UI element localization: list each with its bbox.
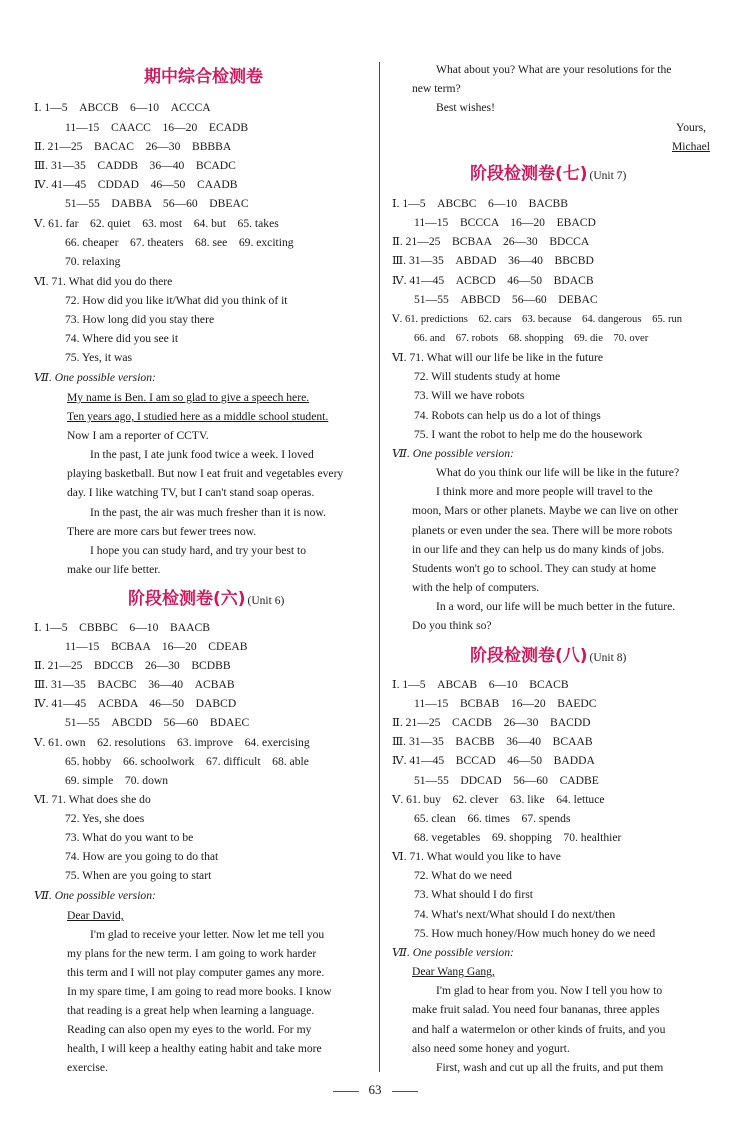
section-title: 阶段检测卷(六) (128, 589, 246, 609)
answer-line: 73. Will we have robots (414, 389, 525, 402)
answer-line: Ⅶ. One possible version: (392, 447, 514, 460)
answer-line: 75. How much honey/How much honey do we need (414, 927, 656, 940)
section-title: 阶段检测卷(八) (470, 646, 588, 666)
answer-line: I'm glad to receive your letter. Now let me tell you (90, 928, 325, 941)
section-title: 期中综合检测卷 (144, 67, 263, 87)
answer-line: make our life better. (67, 563, 161, 576)
answer-line: Reading can also open my eyes to the world. For my (67, 1023, 312, 1036)
answer-line: also need some honey and yogurt. (412, 1042, 570, 1055)
answer-line: that reading is a great help when learning a language. (67, 1004, 315, 1017)
answer-line: Dear David, (67, 909, 124, 922)
answer-line: moon, Mars or other planets. Maybe we can live on other (412, 504, 678, 517)
answer-line: In the past, the air was much fresher than it is now. (90, 506, 326, 519)
answer-line: new term? (412, 82, 461, 95)
answer-line: Students won't go to school. They can study at home (412, 562, 657, 575)
answer-line: 51—55 ABBCD 56—60 DEBAC (414, 293, 598, 306)
column-divider (379, 62, 380, 1072)
answer-line: 66. and 67. robots 68. shopping 69. die 70. over (414, 333, 649, 344)
answer-line: 65. clean 66. times 67. spends (414, 812, 571, 825)
answer-line: Do you think so? (412, 619, 492, 632)
answer-line: Ⅲ. 31—35 BACBB 36—40 BCAAB (392, 735, 593, 748)
answer-line: 68. vegetables 69. shopping 70. healthier (414, 831, 622, 844)
answer-line: 70. relaxing (65, 255, 121, 268)
answer-line: Ⅵ. 71. What does she do (34, 793, 151, 806)
answer-line: 74. Robots can help us do a lot of things (414, 409, 601, 422)
page-number-text: 63 (368, 1082, 382, 1097)
answer-line: Yours, (676, 121, 707, 134)
answer-line: 65. hobby 66. schoolwork 67. difficult 68. able (65, 755, 309, 768)
answer-line: Ⅵ. 71. What did you do there (34, 275, 173, 288)
answer-line: Ⅱ. 21—25 CACDB 26—30 BACDD (392, 716, 591, 729)
answer-line: 51—55 ABCDD 56—60 BDAEC (65, 716, 250, 729)
answer-line: in our life and they can help us do many kinds of jobs. (412, 543, 665, 556)
answer-line: What about you? What are your resolutions for the (436, 63, 672, 76)
answer-line: 66. cheaper 67. theaters 68. see 69. exciting (65, 236, 294, 249)
answer-line: Dear Wang Gang, (412, 965, 495, 978)
answer-line: 74. What's next/What should I do next/then (414, 908, 616, 921)
answer-line: Ⅱ. 21—25 BDCCB 26—30 BCDBB (34, 659, 231, 672)
section-heading (128, 588, 284, 612)
answer-line: Ⅴ. 61. own 62. resolutions 63. improve 64. exercising (34, 736, 310, 749)
answer-line: First, wash and cut up all the fruits, and put them (436, 1061, 664, 1074)
answer-line: 73. How long did you stay there (65, 313, 215, 326)
answer-line: planets or even under the sea. There will be more robots (412, 524, 673, 537)
answer-line: Ⅰ. 1—5 ABCBC 6—10 BACBB (392, 197, 568, 210)
answer-line: In my spare time, I am going to read more books. I know (67, 985, 332, 998)
answer-line: Ten years ago, I studied here as a middle school student. (67, 410, 329, 423)
answer-line: I think more and more people will travel to the (436, 485, 653, 498)
answer-line: 75. I want the robot to help me do the housework (414, 428, 643, 441)
answer-line: 75. Yes, it was (65, 351, 132, 364)
answer-line: Ⅰ. 1—5 ABCCB 6—10 ACCCA (34, 101, 211, 114)
answer-line: health, I will keep a healthy eating habit and take more (67, 1042, 322, 1055)
answer-line: 51—55 DDCAD 56—60 CADBE (414, 774, 599, 787)
answer-line: 11—15 BCBAB 16—20 BAEDC (414, 697, 597, 710)
answer-line: 72. What do we need (414, 869, 512, 882)
answer-line: 11—15 BCCCA 16—20 EBACD (414, 216, 596, 229)
page-number-dash-left (333, 1091, 359, 1092)
section-heading (470, 163, 626, 187)
answer-line: 74. How are you going to do that (65, 850, 219, 863)
answer-line: Michael (672, 140, 710, 153)
answer-line: Now I am a reporter of CCTV. (67, 429, 209, 442)
page-number (0, 1082, 750, 1098)
answer-line: Ⅰ. 1—5 CBBBC 6—10 BAACB (34, 621, 210, 634)
page-number-dash-right (392, 1091, 418, 1092)
answer-line: Ⅶ. One possible version: (392, 946, 514, 959)
answer-line: 11—15 CAACC 16—20 ECADB (65, 121, 249, 134)
answer-line: What do you think our life will be like in the future? (436, 466, 680, 479)
answer-line: 69. simple 70. down (65, 774, 169, 787)
answer-line: Ⅳ. 41—45 ACBCD 46—50 BDACB (392, 274, 594, 287)
answer-line: Ⅰ. 1—5 ABCAB 6—10 BCACB (392, 678, 569, 691)
answer-line: exercise. (67, 1061, 108, 1074)
answer-line: make fruit salad. You need four bananas, three apples (412, 1003, 660, 1016)
answer-line: Ⅶ. One possible version: (34, 371, 156, 384)
section-unit: (Unit 8) (589, 652, 627, 664)
answer-line: Ⅳ. 41—45 BCCAD 46—50 BADDA (392, 754, 595, 767)
answer-line: In the past, I ate junk food twice a week. I loved (90, 448, 314, 461)
answer-line: Ⅳ. 41—45 CDDAD 46—50 CAADB (34, 178, 238, 191)
answer-line: There are more cars but fewer trees now. (67, 525, 257, 538)
answer-line: Ⅲ. 31—35 ABDAD 36—40 BBCBD (392, 254, 594, 267)
answer-line: Ⅱ. 21—25 BCBAA 26—30 BDCCA (392, 235, 590, 248)
answer-line: Ⅳ. 41—45 ACBDA 46—50 DABCD (34, 697, 237, 710)
answer-line: 72. Yes, she does (65, 812, 145, 825)
answer-line: 72. Will students study at home (414, 370, 561, 383)
section-title: 阶段检测卷(七) (470, 164, 588, 184)
answer-line: I'm glad to hear from you. Now I tell you how to (436, 984, 663, 997)
answer-line: 72. How did you like it/What did you think of it (65, 294, 288, 307)
section-heading (470, 645, 626, 669)
answer-line: 51—55 DABBA 56—60 DBEAC (65, 197, 249, 210)
answer-line: Ⅲ. 31—35 BACBC 36—40 ACBAB (34, 678, 235, 691)
answer-line: 75. When are you going to start (65, 869, 212, 882)
answer-line: 73. What do you want to be (65, 831, 194, 844)
answer-line: In a word, our life will be much better in the future. (436, 600, 676, 613)
answer-line: Ⅵ. 71. What would you like to have (392, 850, 561, 863)
section-unit: (Unit 7) (589, 170, 627, 182)
answer-line: with the help of computers. (412, 581, 540, 594)
answer-line: playing basketball. But now I eat fruit and vegetables every (67, 467, 344, 480)
answer-line: I hope you can study hard, and try your best to (90, 544, 307, 557)
answer-line: Ⅶ. One possible version: (34, 889, 156, 902)
answer-line: 73. What should I do first (414, 888, 533, 901)
answer-line: Ⅲ. 31—35 CADDB 36—40 BCADC (34, 159, 236, 172)
answer-line: 74. Where did you see it (65, 332, 179, 345)
answer-line: Ⅴ. 61. far 62. quiet 63. most 64. but 65. takes (34, 217, 279, 230)
section-unit: (Unit 6) (247, 595, 285, 607)
answer-line: and half a watermelon or other kinds of fruits, and you (412, 1023, 666, 1036)
answer-line: Ⅵ. 71. What will our life be like in the future (392, 351, 604, 364)
section-heading (144, 66, 263, 90)
answer-line: Ⅱ. 21—25 BACAC 26—30 BBBBA (34, 140, 232, 153)
answer-line: day. I like watching TV, but I can't stand soap operas. (67, 486, 315, 499)
answer-line: 11—15 BCBAA 16—20 CDEAB (65, 640, 248, 653)
answer-line: this term and I will not play computer games any more. (67, 966, 325, 979)
answer-line: Ⅴ. 61. predictions 62. cars 63. because 64. dangerous 65. run (392, 314, 683, 325)
answer-line: Ⅴ. 61. buy 62. clever 63. like 64. lettuce (392, 793, 605, 806)
answer-line: Best wishes! (436, 101, 495, 114)
answer-line: My name is Ben. I am so glad to give a speech here. (67, 391, 310, 404)
answer-line: my plans for the new term. I am going to work harder (67, 947, 317, 960)
